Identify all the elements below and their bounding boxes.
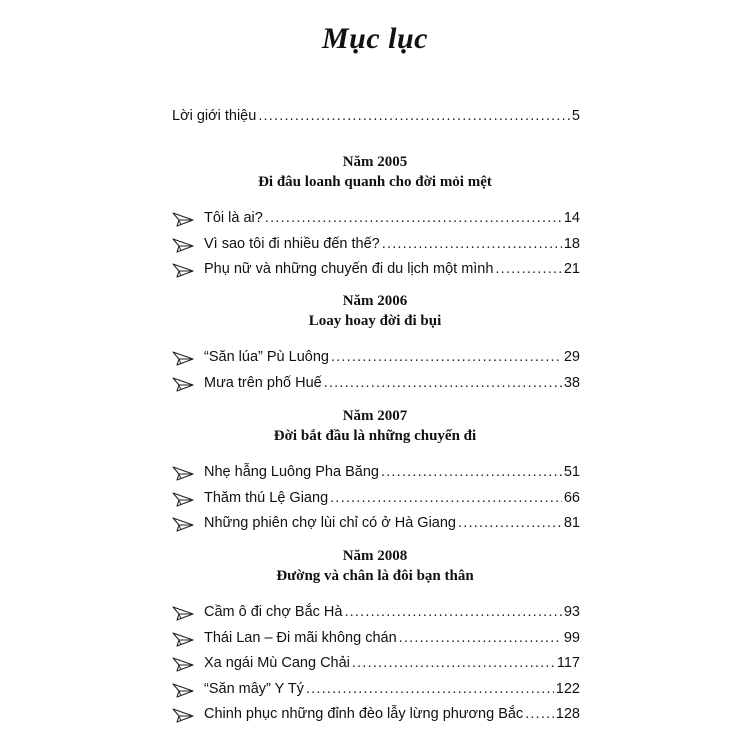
section-year: Năm 2006 [342, 293, 408, 309]
section-year: Năm 2007 [342, 408, 408, 424]
toc-entry[interactable] [0, 626, 750, 652]
section-2005 [0, 152, 750, 283]
dot-leader [458, 515, 562, 531]
paper-plane-icon [172, 655, 194, 673]
toc-entry-page: 66 [563, 489, 580, 506]
toc-entry-page: 21 [563, 261, 580, 277]
toc-entry-page: 93 [563, 604, 580, 620]
toc-entry-page: 81 [563, 515, 580, 531]
toc-entry-page: 99 [563, 629, 580, 646]
toc-entry-page: 51 [563, 464, 580, 480]
toc-entry[interactable] [0, 232, 750, 258]
paper-plane-icon [172, 236, 194, 254]
toc-entry-label: “Săn mây” Y Tý [204, 680, 304, 697]
section-subtitle: Đường và chân là đôi bạn thân [276, 568, 474, 584]
toc-entry-label: Thăm thú Lệ Giang [204, 489, 329, 506]
dot-leader [330, 490, 562, 506]
section-2007 [0, 406, 750, 537]
toc-entry-label: “Săn lúa” Pù Luông [204, 349, 329, 365]
section-year: Năm 2008 [342, 548, 408, 564]
section-subtitle: Đời bắt đầu là những chuyến đi [273, 428, 477, 444]
toc-entry[interactable] [0, 460, 750, 486]
dot-leader [382, 236, 562, 252]
paper-plane-icon [172, 604, 194, 622]
toc-entry-label: Chinh phục những đỉnh đèo lẫy lừng phương Bắc [204, 706, 524, 722]
paper-plane-icon [172, 464, 194, 482]
toc-entry-page: 128 [555, 706, 580, 722]
dot-leader [352, 655, 555, 671]
dot-leader [331, 349, 562, 365]
dot-leader [399, 630, 562, 646]
toc-entry-label: Vì sao tôi đi nhiều đến thế? [204, 235, 380, 252]
toc-entry-page: 29 [563, 349, 580, 365]
section-subtitle: Đi đâu loanh quanh cho đời mỏi mệt [258, 174, 492, 190]
toc-entry-label: Mưa trên phố Huế [204, 374, 322, 391]
toc-entry-page: 38 [563, 374, 580, 391]
toc-entry[interactable] [0, 345, 750, 371]
dot-leader [525, 706, 554, 722]
section-2008 [0, 546, 750, 728]
paper-plane-icon [172, 210, 194, 228]
section-year: Năm 2005 [342, 154, 408, 170]
dot-leader [495, 261, 561, 277]
toc-entry[interactable] [0, 257, 750, 283]
paper-plane-icon [172, 706, 194, 724]
toc-entry-label: Những phiên chợ lùi chỉ có ở Hà Giang [204, 515, 456, 531]
toc-entry[interactable] [0, 702, 750, 728]
dot-leader [344, 604, 561, 620]
dot-leader [258, 108, 570, 124]
page-title: Mục lục [321, 22, 428, 55]
dot-leader [324, 375, 562, 391]
section-subtitle: Loay hoay đời đi bụi [308, 313, 442, 329]
toc-entry-label: Thái Lan – Đi mãi không chán [204, 629, 397, 646]
paper-plane-icon [172, 349, 194, 367]
paper-plane-icon [172, 630, 194, 648]
toc-entry[interactable] [0, 651, 750, 677]
paper-plane-icon [172, 515, 194, 533]
toc-entry[interactable] [0, 486, 750, 512]
dot-leader [381, 464, 562, 480]
toc-entry-label: Nhẹ hẫng Luông Pha Băng [204, 464, 379, 480]
toc-entry-label: Cầm ô đi chợ Bắc Hà [204, 604, 343, 620]
paper-plane-icon [172, 375, 194, 393]
toc-entry[interactable] [0, 600, 750, 626]
paper-plane-icon [172, 261, 194, 279]
toc-entry-page: 5 [571, 108, 580, 124]
toc-entry[interactable] [0, 371, 750, 397]
toc-entry[interactable] [0, 206, 750, 232]
paper-plane-icon [172, 490, 194, 508]
toc-entry-page: 18 [563, 235, 580, 252]
toc-entry-label: Tôi là ai? [204, 210, 263, 226]
toc-entry-page: 122 [555, 680, 580, 697]
paper-plane-icon [172, 681, 194, 699]
toc-entry-intro[interactable] [172, 108, 580, 124]
toc-entry-page: 14 [563, 210, 580, 226]
section-2006 [0, 291, 750, 396]
toc-entry-label: Xa ngái Mù Cang Chải [204, 655, 350, 671]
dot-leader [306, 681, 554, 697]
toc-entry[interactable] [0, 677, 750, 703]
toc-entry-label: Phụ nữ và những chuyến đi du lịch một mình [204, 261, 494, 277]
toc-entry-label: Lời giới thiệu [172, 108, 257, 124]
dot-leader [265, 210, 562, 226]
toc-entry[interactable] [0, 511, 750, 537]
toc-entry-page: 117 [556, 655, 580, 671]
